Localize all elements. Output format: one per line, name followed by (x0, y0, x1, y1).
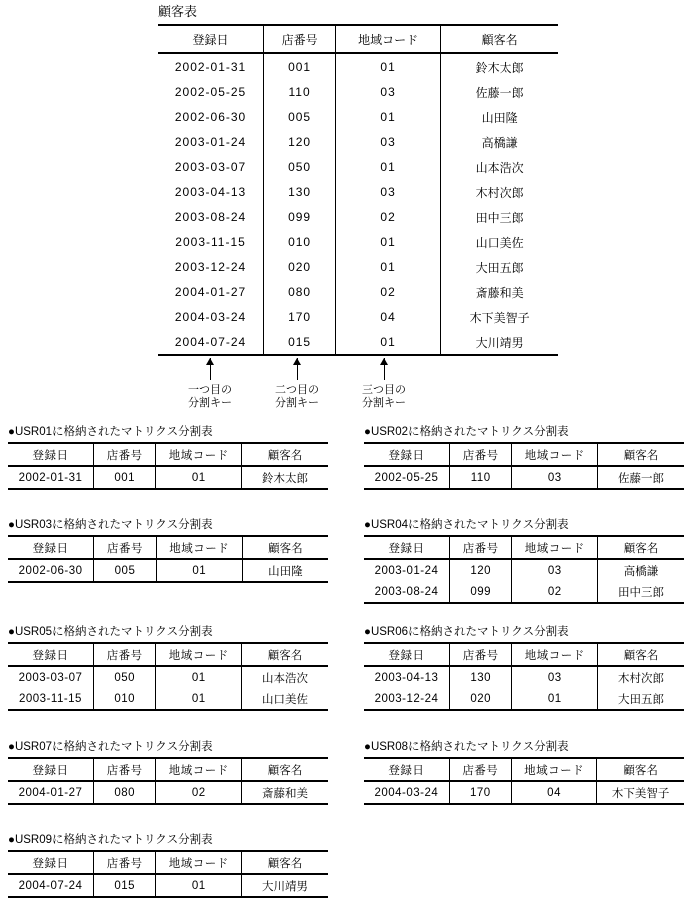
split-table-block (364, 518, 684, 604)
table-cell: 大田五郎 (441, 254, 558, 279)
key-label-2-line2: 分割キー (275, 397, 319, 409)
table-cell: 2003-04-13 (174, 185, 247, 199)
table-row (158, 179, 558, 204)
table-cell: 鈴木太郎 (441, 53, 558, 79)
key-label-1 (165, 384, 255, 410)
column-header: 地域コード (156, 758, 242, 781)
column-header: 登録日 (8, 536, 94, 559)
arrow-key-3 (384, 358, 385, 380)
table-cell: 001 (93, 466, 155, 489)
table-cell: 2002-05-25 (374, 471, 439, 484)
table-cell: 02 (512, 581, 598, 603)
key-label-2-line1: 二つ目の (275, 384, 319, 396)
table-cell: 2003-11-15 (18, 692, 82, 705)
column-header: 顧客名 (597, 758, 684, 781)
table-cell: 130 (264, 179, 336, 204)
column-header: 登録日 (8, 758, 93, 781)
table-cell: 斎藤和美 (441, 279, 558, 304)
column-header: 顧客名 (598, 536, 684, 559)
table-cell: 03 (512, 466, 598, 489)
table-cell: 01 (156, 559, 242, 582)
column-header: 地域コード (512, 643, 598, 666)
table-cell: 01 (156, 466, 242, 489)
key-label-1-line2: 分割キー (188, 397, 232, 409)
table-cell: 大川靖男 (242, 874, 328, 897)
table-row (158, 229, 558, 254)
split-table (8, 757, 328, 805)
column-header: 顧客名 (598, 643, 684, 666)
table-cell: 001 (264, 53, 336, 79)
table-cell: 佐藤一郎 (441, 79, 558, 104)
table-row (364, 466, 684, 489)
table-cell: 斎藤和美 (242, 781, 328, 804)
table-row (8, 466, 328, 489)
column-header: 店番号 (93, 758, 155, 781)
key-label-3-line2: 分割キー (362, 397, 406, 409)
table-cell: 2003-12-24 (374, 692, 439, 705)
table-header-row (8, 758, 328, 781)
table-header-row (8, 536, 328, 559)
table-cell: 080 (93, 781, 155, 804)
table-cell: 170 (449, 781, 511, 804)
column-header-store: 店番号 (264, 25, 336, 53)
split-table-title: ●USR05に格納されたマトリクス分割表 (8, 626, 213, 638)
table-cell: 099 (449, 581, 511, 603)
table-cell: 005 (264, 104, 336, 129)
split-table-title: ●USR06に格納されたマトリクス分割表 (364, 626, 569, 638)
table-row (158, 129, 558, 154)
page-title: 顧客表 (158, 4, 198, 19)
table-row (364, 559, 684, 581)
split-table-title: ●USR01に格納されたマトリクス分割表 (8, 426, 213, 438)
column-header: 地域コード (156, 536, 242, 559)
split-table-title: ●USR04に格納されたマトリクス分割表 (364, 519, 569, 531)
table-cell: 01 (156, 874, 242, 897)
table-cell: 田中三郎 (441, 204, 558, 229)
table-cell: 佐藤一郎 (598, 466, 684, 489)
customer-table-block (158, 4, 558, 356)
table-cell: 2002-01-31 (18, 471, 83, 484)
table-cell: 099 (264, 204, 336, 229)
table-cell: 2002-06-30 (174, 110, 247, 124)
split-table-title: ●USR03に格納されたマトリクス分割表 (8, 519, 213, 531)
column-header: 登録日 (364, 758, 449, 781)
split-table-title: ●USR08に格納されたマトリクス分割表 (364, 741, 569, 753)
table-header-row (364, 643, 684, 666)
table-cell: 2003-01-24 (374, 564, 439, 577)
table-cell: 01 (512, 688, 598, 710)
column-header: 登録日 (8, 851, 93, 874)
split-table-block (8, 833, 328, 898)
key-label-1-line1: 一つ目の (188, 384, 232, 396)
table-cell: 04 (336, 304, 441, 329)
table-cell: 2003-03-07 (18, 671, 83, 684)
customer-table (158, 24, 558, 356)
table-cell: 080 (264, 279, 336, 304)
table-cell: 2003-08-24 (174, 210, 247, 224)
table-row (8, 874, 328, 897)
table-row (158, 104, 558, 129)
column-header: 店番号 (93, 851, 155, 874)
column-header: 顧客名 (242, 643, 328, 666)
table-cell: 2004-03-24 (374, 786, 439, 799)
column-header: 地域コード (156, 851, 242, 874)
table-row (158, 79, 558, 104)
split-table-title: ●USR09に格納されたマトリクス分割表 (8, 834, 213, 846)
table-cell: 03 (512, 666, 598, 688)
table-cell: 015 (264, 329, 336, 355)
split-table-block (8, 518, 328, 583)
split-table (364, 642, 684, 711)
table-row (8, 781, 328, 804)
key-label-3 (339, 384, 429, 410)
table-cell: 山田隆 (242, 559, 328, 582)
column-header: 登録日 (364, 536, 449, 559)
table-cell: 01 (336, 104, 441, 129)
table-cell: 02 (156, 781, 242, 804)
table-cell: 02 (336, 279, 441, 304)
table-row (364, 781, 684, 804)
split-table-block (364, 740, 684, 805)
column-header-date: 登録日 (158, 25, 264, 53)
column-header: 顧客名 (598, 443, 684, 466)
table-cell: 2004-03-24 (174, 310, 247, 324)
table-cell: 01 (336, 154, 441, 179)
column-header: 店番号 (93, 443, 155, 466)
table-cell: 01 (156, 688, 242, 710)
table-cell: 04 (511, 781, 596, 804)
table-cell: 2004-07-24 (18, 879, 83, 892)
table-cell: 110 (449, 466, 511, 489)
split-table-title: ●USR07に格納されたマトリクス分割表 (8, 741, 213, 753)
table-cell: 03 (336, 79, 441, 104)
column-header: 顧客名 (242, 536, 328, 559)
split-table-title: ●USR02に格納されたマトリクス分割表 (364, 426, 569, 438)
split-table-block (364, 425, 684, 490)
table-header-row (364, 443, 684, 466)
column-header: 顧客名 (242, 851, 328, 874)
column-header: 店番号 (93, 643, 155, 666)
table-cell: 010 (93, 688, 155, 710)
table-row (158, 304, 558, 329)
table-cell: 01 (336, 254, 441, 279)
arrow-key-2 (297, 358, 298, 380)
split-table-block (8, 425, 328, 490)
table-cell: 01 (156, 666, 242, 688)
table-cell: 015 (93, 874, 155, 897)
table-cell: 山口美佐 (242, 688, 328, 710)
column-header: 店番号 (449, 536, 511, 559)
table-header-row (364, 758, 684, 781)
table-row (8, 688, 328, 710)
table-row (364, 688, 684, 710)
column-header: 地域コード (511, 758, 596, 781)
table-header-row (364, 536, 684, 559)
table-cell: 鈴木太郎 (242, 466, 328, 489)
column-header: 登録日 (8, 643, 93, 666)
table-cell: 020 (449, 688, 511, 710)
column-header: 地域コード (512, 443, 598, 466)
table-cell: 山本浩次 (441, 154, 558, 179)
table-cell: 2002-01-31 (174, 60, 247, 74)
split-table (364, 535, 684, 604)
table-cell: 020 (264, 254, 336, 279)
table-row (364, 581, 684, 603)
table-cell: 大川靖男 (441, 329, 558, 355)
table-header-row (8, 643, 328, 666)
table-cell: 木村次郎 (441, 179, 558, 204)
table-cell: 110 (264, 79, 336, 104)
column-header: 顧客名 (242, 443, 328, 466)
table-cell: 120 (264, 129, 336, 154)
table-cell: 03 (512, 559, 598, 581)
table-cell: 2003-03-07 (174, 160, 247, 174)
split-table (8, 642, 328, 711)
split-table-block (8, 625, 328, 711)
table-row (158, 154, 558, 179)
table-cell: 02 (336, 204, 441, 229)
table-cell: 2004-01-27 (174, 285, 247, 299)
table-cell: 120 (449, 559, 511, 581)
table-cell: 170 (264, 304, 336, 329)
column-header-region: 地域コード (336, 25, 441, 53)
table-cell: 050 (264, 154, 336, 179)
table-cell: 130 (449, 666, 511, 688)
table-row (8, 559, 328, 582)
split-table (8, 442, 328, 490)
table-row (158, 53, 558, 79)
column-header: 店番号 (94, 536, 157, 559)
table-cell: 田中三郎 (598, 581, 684, 603)
table-cell: 2003-04-13 (374, 671, 439, 684)
table-cell: 山田隆 (441, 104, 558, 129)
split-table (8, 535, 328, 583)
table-cell: 01 (336, 329, 441, 355)
column-header: 登録日 (8, 443, 93, 466)
split-table (364, 757, 684, 805)
table-cell: 木下美智子 (441, 304, 558, 329)
column-header: 地域コード (512, 536, 598, 559)
table-cell: 005 (94, 559, 157, 582)
split-table (364, 442, 684, 490)
table-cell: 高橋謙 (441, 129, 558, 154)
table-cell: 山口美佐 (441, 229, 558, 254)
column-header: 店番号 (449, 758, 511, 781)
column-header: 店番号 (449, 443, 511, 466)
table-row (8, 666, 328, 688)
table-cell: 2004-07-24 (174, 335, 247, 349)
table-row (364, 666, 684, 688)
table-cell: 山本浩次 (242, 666, 328, 688)
table-cell: 010 (264, 229, 336, 254)
table-cell: 2003-08-24 (374, 585, 439, 598)
table-cell: 2002-06-30 (18, 564, 83, 577)
table-cell: 2003-11-15 (175, 235, 246, 249)
split-table (8, 850, 328, 898)
split-key-annotations (158, 358, 558, 418)
table-cell: 01 (336, 53, 441, 79)
table-row (158, 204, 558, 229)
split-table-block (364, 625, 684, 711)
table-row (158, 254, 558, 279)
column-header: 顧客名 (242, 758, 328, 781)
table-cell: 2004-01-27 (18, 786, 83, 799)
key-label-2 (252, 384, 342, 410)
table-cell: 01 (336, 229, 441, 254)
table-row (158, 279, 558, 304)
table-cell: 03 (336, 179, 441, 204)
table-header-row (8, 443, 328, 466)
arrow-key-1 (210, 358, 211, 380)
split-table-block (8, 740, 328, 805)
column-header: 登録日 (364, 443, 449, 466)
table-cell: 木村次郎 (598, 666, 684, 688)
table-cell: 03 (336, 129, 441, 154)
column-header-customer: 顧客名 (441, 25, 558, 53)
table-cell: 大田五郎 (598, 688, 684, 710)
table-cell: 木下美智子 (597, 781, 684, 804)
table-row (158, 329, 558, 355)
table-cell: 2002-05-25 (174, 85, 247, 99)
column-header: 地域コード (156, 443, 242, 466)
table-cell: 高橋謙 (598, 559, 684, 581)
column-header: 登録日 (364, 643, 449, 666)
table-cell: 2003-01-24 (174, 135, 247, 149)
table-header-row (8, 851, 328, 874)
column-header: 地域コード (156, 643, 242, 666)
table-cell: 2003-12-24 (174, 260, 247, 274)
key-label-3-line1: 三つ目の (362, 384, 406, 396)
table-header-row (158, 25, 558, 53)
column-header: 店番号 (449, 643, 511, 666)
table-cell: 050 (93, 666, 155, 688)
